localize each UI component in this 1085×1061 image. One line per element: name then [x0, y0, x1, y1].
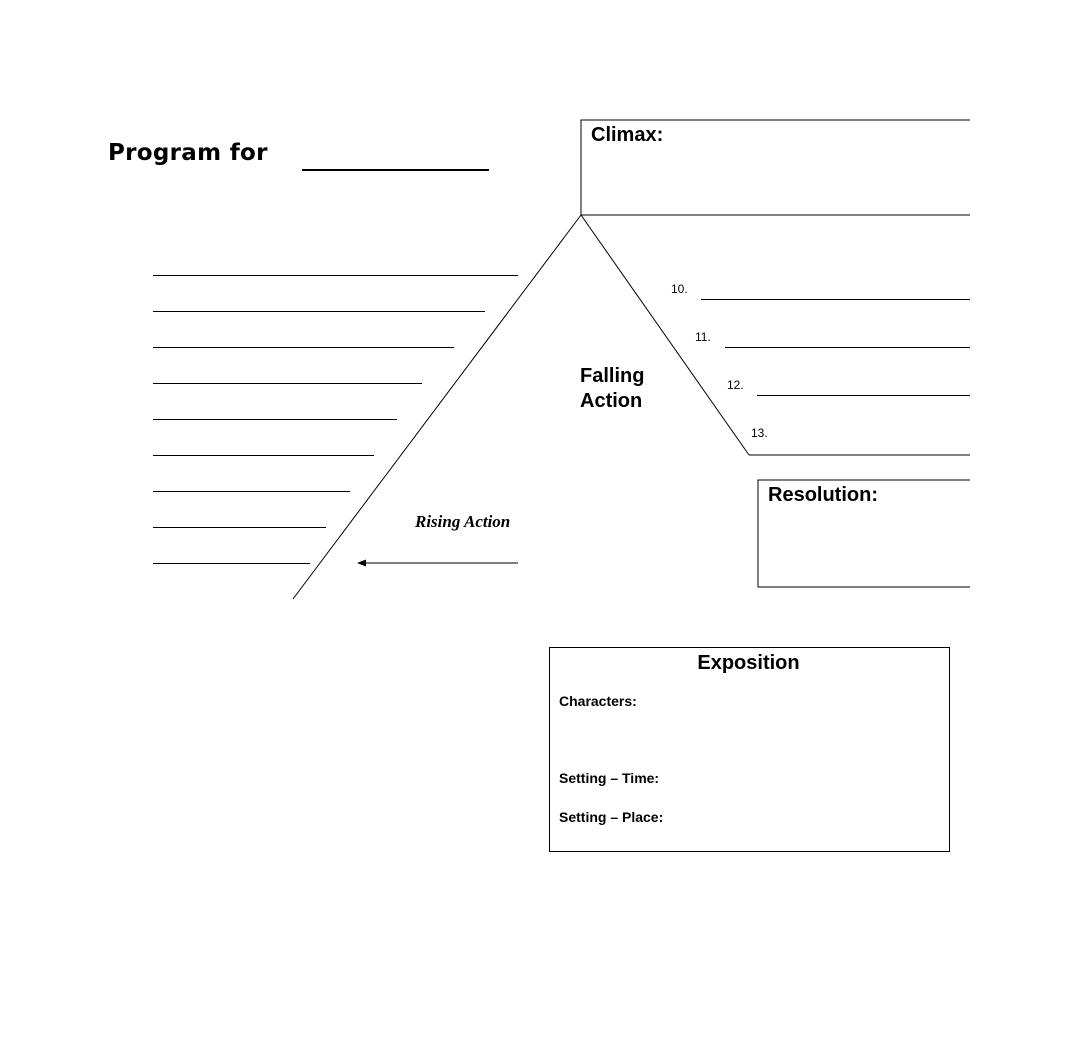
falling-action-label-line2: Action — [580, 390, 643, 412]
resolution-label: Resolution: — [768, 484, 878, 506]
falling-action-number-10: 10. — [671, 282, 688, 296]
rising-action-line-3[interactable] — [153, 347, 454, 348]
setting-place-label: Setting – Place: — [559, 809, 664, 825]
falling-action-line-12[interactable] — [757, 395, 970, 396]
falling-action-slope — [581, 215, 749, 455]
rising-action-label: Rising Action — [415, 512, 511, 531]
rising-action-line-1[interactable] — [153, 275, 518, 276]
rising-action-line-2[interactable] — [153, 311, 485, 312]
falling-action-label-line1: Falling — [580, 365, 645, 387]
setting-time-label: Setting – Time: — [559, 770, 660, 786]
rising-action-line-9[interactable] — [153, 563, 310, 564]
falling-action-line-10[interactable] — [701, 299, 970, 300]
rising-action-arrow-head — [357, 560, 366, 567]
page-title: Program for — [108, 140, 268, 166]
rising-action-slope — [293, 215, 581, 599]
program-name-blank-line[interactable] — [302, 169, 489, 171]
characters-label: Characters: — [559, 693, 637, 709]
rising-action-line-8[interactable] — [153, 527, 326, 528]
rising-action-line-6[interactable] — [153, 455, 374, 456]
falling-action-line-11[interactable] — [725, 347, 970, 348]
falling-action-number-13: 13. — [751, 426, 768, 440]
rising-action-line-7[interactable] — [153, 491, 350, 492]
rising-action-line-5[interactable] — [153, 419, 397, 420]
falling-action-label — [580, 364, 644, 414]
falling-action-number-11: 11. — [695, 330, 711, 344]
climax-label: Climax: — [591, 124, 664, 146]
exposition-title: Exposition — [697, 652, 800, 674]
rising-action-line-4[interactable] — [153, 383, 422, 384]
falling-action-number-12: 12. — [727, 378, 744, 392]
